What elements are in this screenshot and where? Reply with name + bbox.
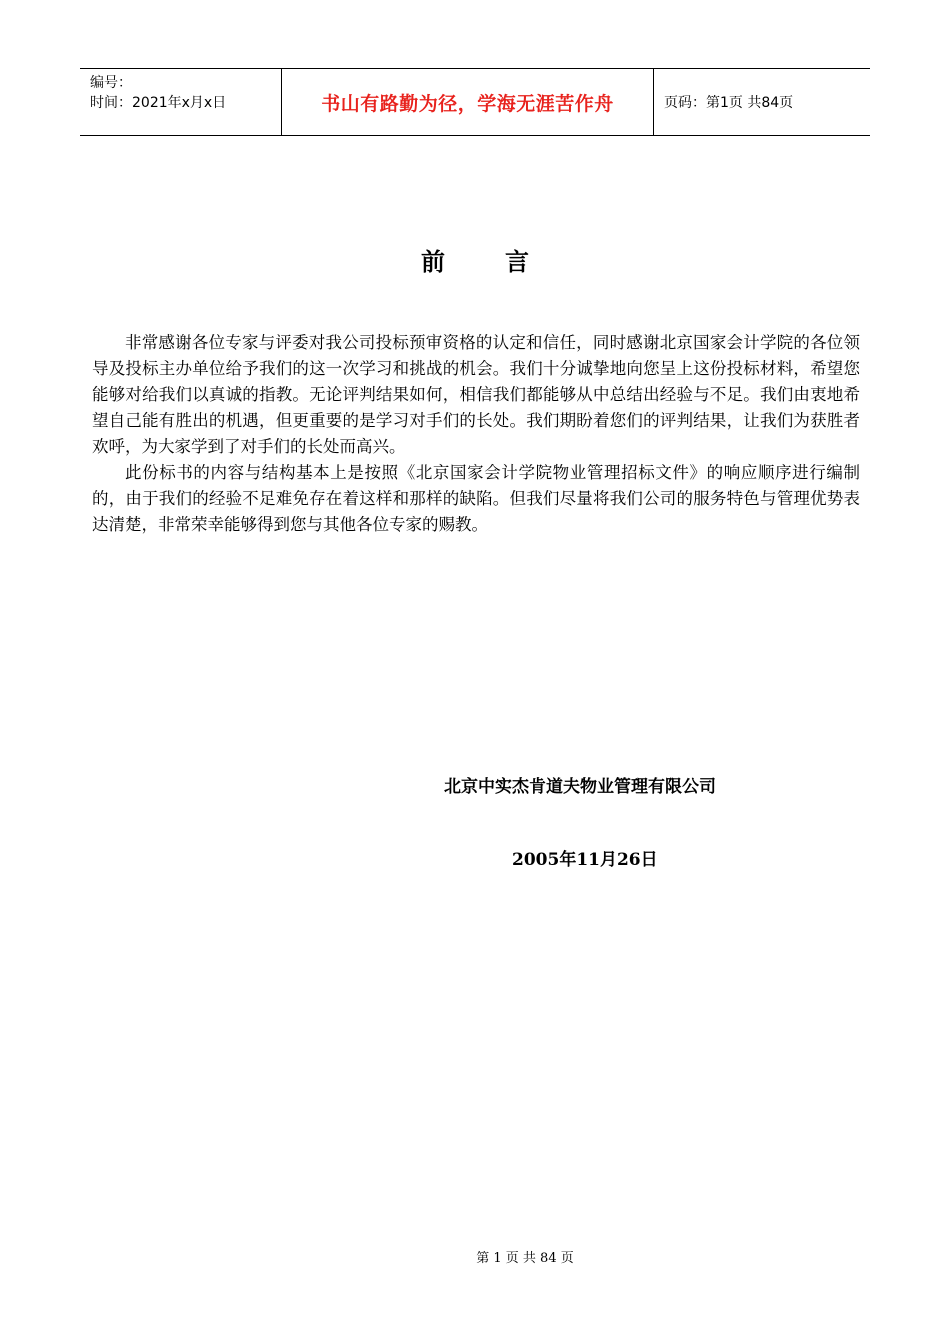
document-date: 2005年11月26日 <box>512 850 658 870</box>
paragraph: 此份标书的内容与结构基本上是按照《北京国家会计学院物业管理招标文件》的响应顺序进行编制的，由于我们的经验不足难免存在着这样和那样的缺陷。但我们尽量将我们公司的服务特色与管理优势表达清楚，非常荣幸能够得到您与其他各位专家的赐教。 <box>92 463 860 534</box>
paragraph: 非常感谢各位专家与评委对我公司投标预审资格的认定和信任，同时感谢北京国家会计学院的各位领导及投标主办单位给予我们的这一次学习和挑战的机会。我们十分诚挚地向您呈上这份投标材料，希望您能够对给我们以真诚的指教。无论评判结果如何，相信我们都能够从中总结出经验与不足。我们由衷地希望自己能有胜出的机遇，但更重要的是学习对手们的长处。我们期盼着您们的评判结果，让我们为获胜者欢呼，为大家学到了对手们的长处而高兴。 <box>92 333 860 456</box>
time-label: 时间：2021年x月x日 <box>90 95 227 111</box>
document-title: 前言 <box>421 247 589 276</box>
header-table <box>80 68 870 136</box>
number-label: 编号： <box>90 75 132 91</box>
body-text <box>92 330 860 538</box>
company-signature: 北京中实杰肯道夫物业管理有限公司 <box>444 777 716 797</box>
page-info: 页码：第1页 共84页 <box>664 95 794 111</box>
motto: 书山有路勤为径，学海无涯苦作舟 <box>282 69 654 135</box>
page-footer: 第 1 页 共 84 页 <box>476 1251 574 1266</box>
header-meta-cell <box>80 69 282 135</box>
